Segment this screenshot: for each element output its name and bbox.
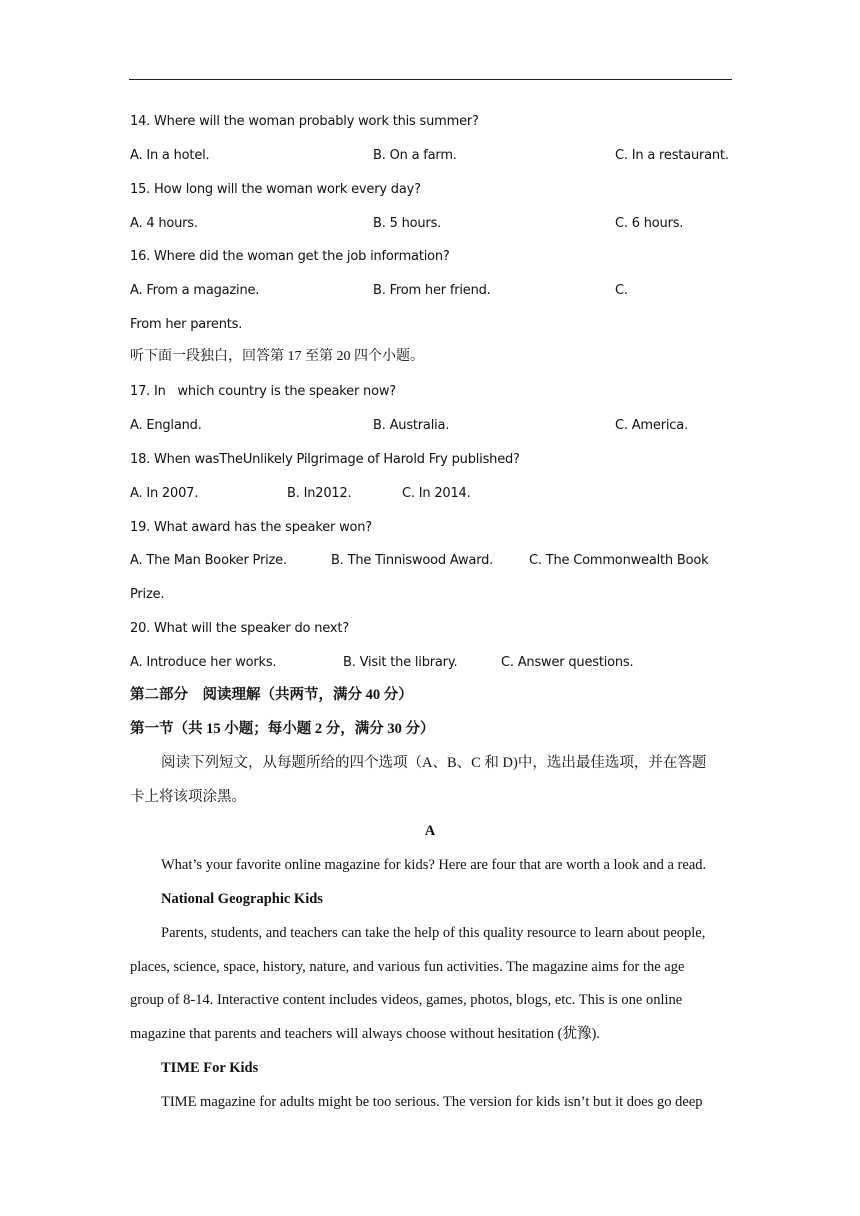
paragraph-line: TIME magazine for adults might be too serious. The version for kids isn’t but it does go deep (161, 1094, 703, 1110)
question-20-option-c: C. Answer questions. (501, 655, 634, 670)
paragraph-line: Parents, students, and teachers can take the help of this quality resource to learn about people, (161, 925, 706, 941)
question-15-stem: 15. How long will the woman work every day? (130, 182, 421, 197)
question-19-stem: 19. What award has the speaker won? (130, 520, 372, 535)
passage-letter: A (424, 823, 436, 839)
question-15-option-b: B. 5 hours. (373, 216, 442, 231)
magazine-heading-national-geographic-kids: National Geographic Kids (161, 891, 323, 907)
question-14-option-b: B. On a farm. (373, 148, 457, 163)
question-19-option-c: C. The Commonwealth Book (529, 553, 709, 568)
question-17-option-a: A. England. (130, 418, 202, 433)
question-17-option-b: B. Australia. (373, 418, 450, 433)
question-18-option-b: B. In2012. (287, 486, 352, 501)
question-19-option-b: B. The Tinniswood Award. (331, 553, 494, 568)
magazine-heading-time-for-kids: TIME For Kids (161, 1060, 259, 1076)
header-rule (129, 79, 732, 80)
reading-instruction-line-1: 阅读下列短文，从每题所给的四个选项（A、B、C 和 D)中，选出最佳选项，并在答题 (161, 755, 707, 771)
question-15-option-c: C. 6 hours. (615, 216, 684, 231)
question-16-option-c: C. (615, 283, 628, 298)
question-16-option-c-continued: From her parents. (130, 317, 243, 332)
question-14-option-c: C. In a restaurant. (615, 148, 729, 163)
question-17-stem: 17. In which country is the speaker now? (130, 384, 396, 399)
question-15-option-a: A. 4 hours. (130, 216, 198, 231)
question-16-option-a: A. From a magazine. (130, 283, 260, 298)
paragraph-line: group of 8-14. Interactive content includes videos, games, photos, blogs, etc. This is one online (130, 992, 683, 1008)
paragraph-line: places, science, space, history, nature, and various fun activities. The magazine aims for the age (130, 959, 685, 975)
passage-intro: What’s your favorite online magazine for kids? Here are four that are worth a look and a read. (161, 857, 707, 873)
question-14-option-a: A. In a hotel. (130, 148, 210, 163)
question-20-option-a: A. Introduce her works. (130, 655, 277, 670)
question-19-option-c-continued: Prize. (130, 587, 165, 602)
question-16-stem: 16. Where did the woman get the job information? (130, 249, 450, 264)
question-20-stem: 20. What will the speaker do next? (130, 621, 349, 636)
question-17-option-c: C. America. (615, 418, 688, 433)
question-18-option-c: C. In 2014. (402, 486, 471, 501)
question-18-option-a: A. In 2007. (130, 486, 199, 501)
question-19-option-a: A. The Man Booker Prize. (130, 553, 287, 568)
part-two-heading: 第二部分 阅读理解（共两节，满分 40 分） (130, 687, 413, 703)
section-one-heading: 第一节（共 15 小题；每小题 2 分，满分 30 分） (130, 721, 435, 737)
paragraph-line: magazine that parents and teachers will always choose without hesitation (犹豫). (130, 1026, 600, 1042)
question-16-option-b: B. From her friend. (373, 283, 491, 298)
reading-instruction-line-2: 卡上将该项涂黑。 (130, 789, 246, 805)
question-14-stem: 14. Where will the woman probably work this summer? (130, 114, 479, 129)
question-20-option-b: B. Visit the library. (343, 655, 458, 670)
monologue-instruction: 听下面一段独白，回答第 17 至第 20 四个小题。 (130, 349, 424, 364)
question-18-stem: 18. When wasTheUnlikely Pilgrimage of Harold Fry published? (130, 452, 520, 467)
